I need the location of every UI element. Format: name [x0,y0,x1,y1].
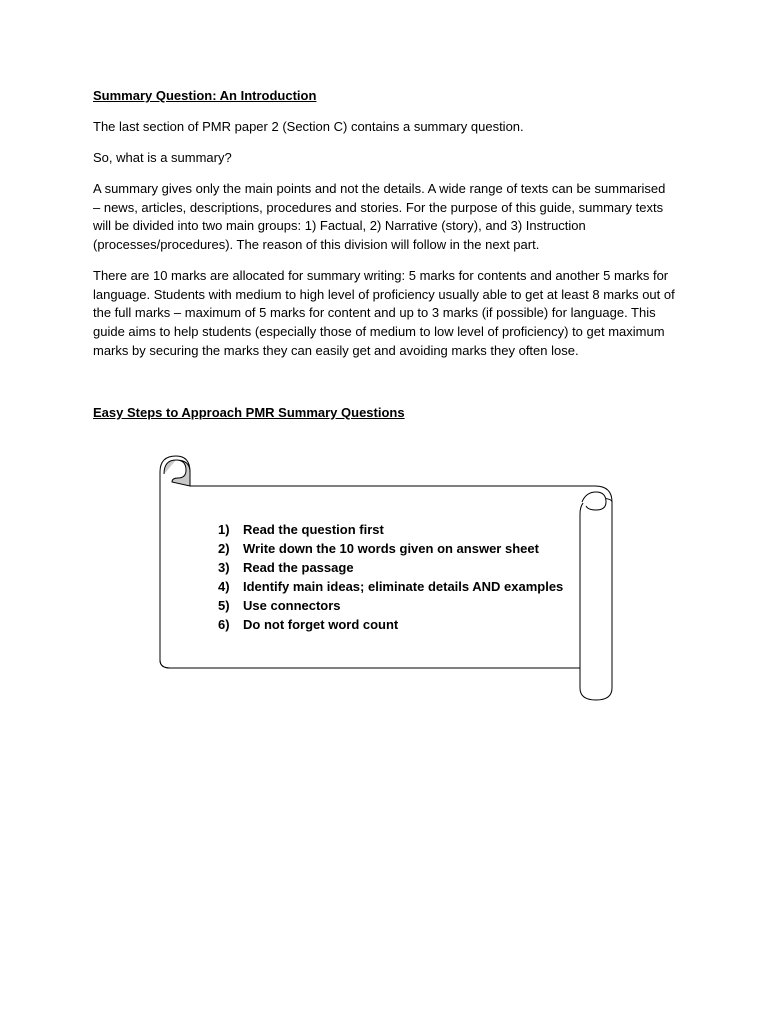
paragraph-intro: The last section of PMR paper 2 (Section C) contains a summary question. [93,119,524,134]
list-item: 5) Use connectors [218,598,341,613]
paragraph-question: So, what is a summary? [93,150,232,165]
section-heading-introduction: Summary Question: An Introduction [93,88,317,103]
list-item: 6) Do not forget word count [218,617,399,632]
list-item: 4) Identify main ideas; eliminate details AND examples [218,579,564,594]
paragraph-marks: There are 10 marks are allocated for summary writing: 5 marks for contents and another 5 marks for language. Students with medium to high level of proficiency usually able to get at least 8 marks out of the full marks – maximum of 5 marks for content and up to 3 marks (if possible) for language. This guide aims to help students (especially those of medium to low level of proficiency) to get maximum marks by securing the marks they can easily get and avoiding marks they often lose. [93,268,675,358]
list-item: 2) Write down the 10 words given on answer sheet [218,541,539,556]
section-heading-steps: Easy Steps to Approach PMR Summary Questions [93,405,405,420]
steps-list [218,520,563,634]
list-item: 3) Read the passage [218,560,354,575]
list-item: 1) Read the question first [218,522,384,537]
paragraph-definition: A summary gives only the main points and not the details. A wide range of texts can be summarised – news, articles, descriptions, procedures and stories. For the purpose of this guide, summary texts will be divided into two main groups: 1) Factual, 2) Narrative (story), and 3) Instruction (processes/procedures). The reason of this division will follow in the next part. [93,181,666,253]
